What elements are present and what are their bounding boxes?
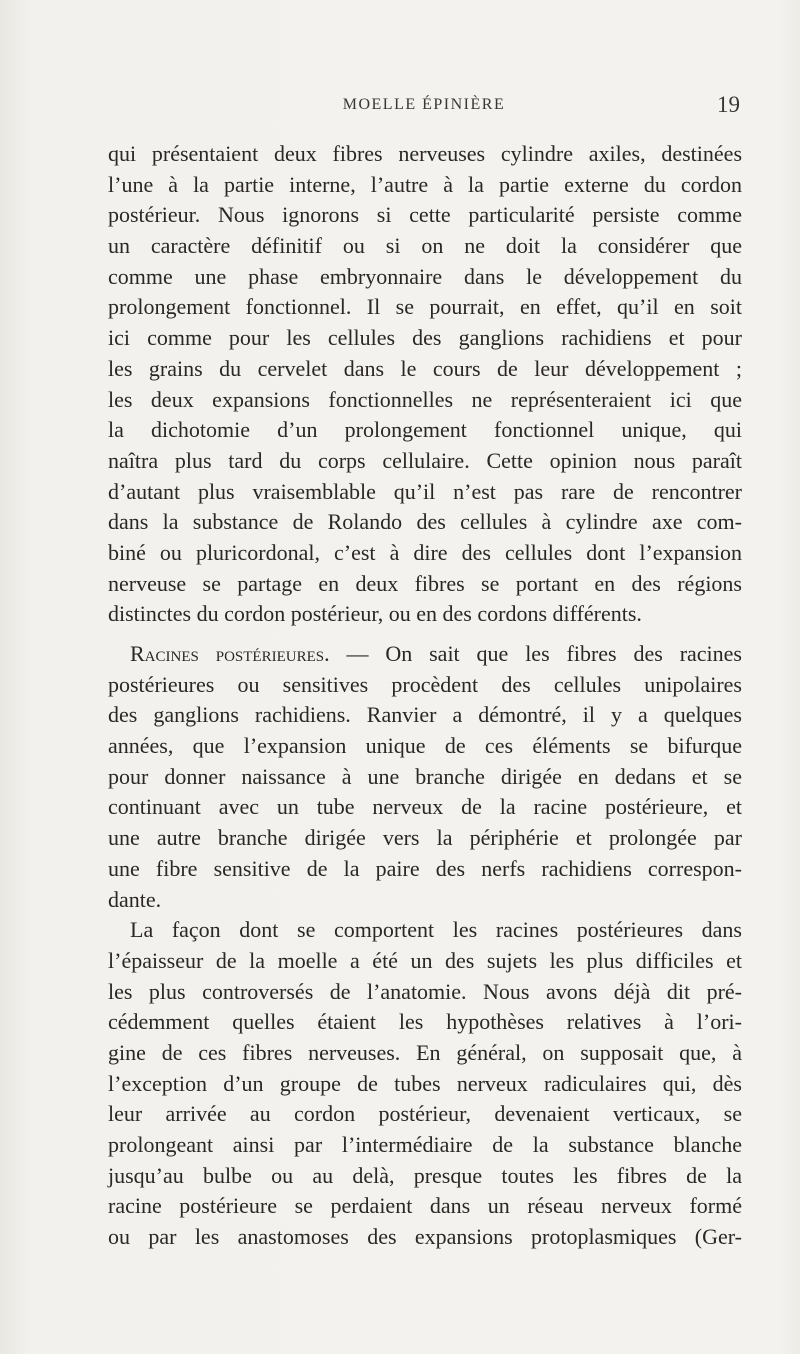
heading-rest: — On sait que les fibres des racines — [329, 641, 742, 666]
text-line: les grains du cervelet dans le cours de leur développement ; — [108, 355, 742, 381]
text-line: années, que l’expansion unique de ces éléments se bifurque — [108, 733, 742, 759]
section-first-line — [108, 639, 742, 670]
text-line: dante. — [108, 886, 162, 912]
text-line: cédemment quelles étaient les hypothèses relatives à l’ori- — [108, 1009, 742, 1035]
page-number: 19 — [717, 92, 740, 117]
text-line: postérieur. Nous ignorons si cette particularité persiste comme — [108, 202, 742, 228]
text-line: la dichotomie d’un prolongement fonctionnel unique, qui — [108, 417, 742, 443]
paragraph-1 — [108, 139, 742, 630]
text-line: l’une à la partie interne, l’autre à la partie externe du cordon — [108, 171, 742, 197]
text-line: pour donner naissance à une branche dirigée en dedans et se — [108, 763, 742, 789]
text-line: dans la substance de Rolando des cellules à cylindre axe com- — [108, 509, 742, 535]
running-head: MOELLE ÉPINIÈRE — [342, 96, 506, 113]
paragraph-3 — [108, 915, 742, 1253]
text-line: distinctes du cordon postérieur, ou en des cordons différents. — [108, 601, 642, 627]
text-line: ici comme pour les cellules des ganglions rachidiens et pour — [108, 325, 742, 351]
section-heading: Racines postérieures. — [130, 641, 330, 666]
text-line: La façon dont se comportent les racines postérieures dans — [130, 917, 742, 943]
page-header — [108, 92, 740, 126]
body-text — [108, 139, 742, 1253]
text-line: l’exception d’un groupe de tubes nerveux radiculaires qui, dès — [108, 1070, 742, 1096]
text-line: leur arrivée au cordon postérieur, devenaient verticaux, se — [108, 1101, 742, 1127]
text-line: jusqu’au bulbe ou au delà, presque toutes les fibres de la — [108, 1162, 742, 1188]
text-line: naîtra plus tard du corps cellulaire. Cette opinion nous paraît — [108, 447, 742, 473]
text-line: l’épaisseur de la moelle a été un des sujets les plus difficiles et — [108, 947, 742, 973]
text-line: une fibre sensitive de la paire des nerfs rachidiens correspon- — [108, 855, 742, 881]
text-line: biné ou pluricordonal, c’est à dire des cellules dont l’expansion — [108, 539, 742, 565]
text-line: les deux expansions fonctionnelles ne représenteraient ici que — [108, 386, 742, 412]
text-line: prolongeant ainsi par l’intermédiaire de la substance blanche — [108, 1132, 742, 1157]
text-line: qui présentaient deux fibres nerveuses cylindre axiles, destinées — [108, 141, 742, 166]
text-line: prolongement fonctionnel. Il se pourrait, en effet, qu’il en soit — [108, 294, 742, 320]
text-line: comme une phase embryonnaire dans le développement du — [108, 263, 742, 289]
text-line: postérieures ou sensitives procèdent des cellules unipolaires — [108, 671, 742, 697]
text-line: un caractère définitif ou si on ne doit la considérer que — [108, 233, 742, 259]
text-line: racine postérieure se perdaient dans un réseau nerveux formé — [108, 1193, 742, 1219]
text-line: une autre branche dirigée vers la périphérie et prolongée par — [108, 825, 742, 851]
text-line: continuant avec un tube nerveux de la racine postérieure, et — [108, 794, 742, 820]
text-line: gine de ces fibres nerveuses. En général, on supposait que, à — [108, 1039, 742, 1065]
paragraph-2 — [108, 639, 742, 915]
text-line: ou par les anastomoses des expansions protoplasmiques (Ger- — [108, 1224, 742, 1250]
text-line: les plus controversés de l’anatomie. Nous avons déjà dit pré- — [108, 978, 742, 1004]
text-line: des ganglions rachidiens. Ranvier a démontré, il y a quelques — [108, 702, 742, 728]
text-line: d’autant plus vraisemblable qu’il n’est pas rare de rencontrer — [108, 478, 742, 504]
text-line: nerveuse se partage en deux fibres se portant en des régions — [108, 570, 742, 596]
